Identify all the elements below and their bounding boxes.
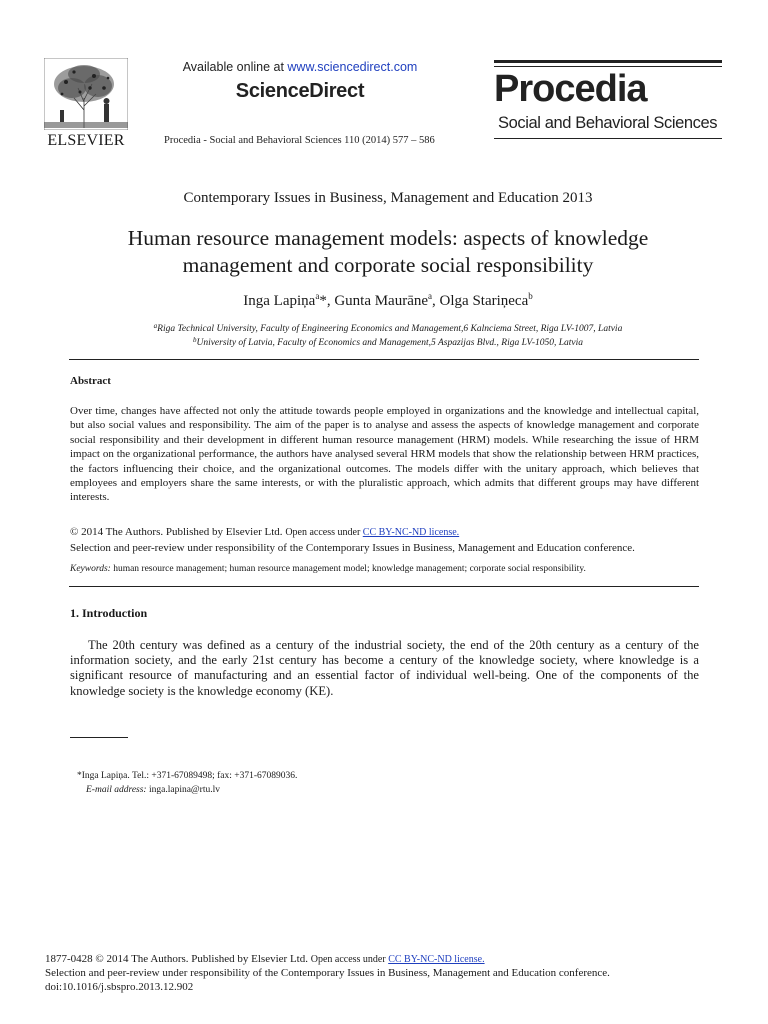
- elsevier-tree-icon: [44, 58, 128, 130]
- procedia-rule-thick: [494, 60, 722, 63]
- footer-copyright-line: [45, 953, 735, 965]
- footer-peer-review: Selection and peer-review under responsibility of the Contemporary Issues in Business, Management and Education conference.: [45, 967, 610, 979]
- author-name: Inga Lapiņa: [243, 293, 316, 309]
- author-affil-sup: a: [315, 291, 320, 301]
- publisher-name: ELSEVIER: [47, 132, 125, 149]
- affiliation-b: [0, 336, 768, 348]
- procedia-rule-bottom: [494, 138, 722, 139]
- author-name: Gunta Maurāne: [334, 293, 429, 309]
- abstract-heading: Abstract: [70, 375, 111, 387]
- journal-reference: Procedia - Social and Behavioral Sciences 110 (2014) 577 – 586: [164, 135, 435, 146]
- introduction-paragraph: The 20th century was defined as a century of the industrial society, the end of the 20th century as a century of the information society, and the early 21st century has become a century of the knowledge society, where knowledge is a significant resource of manufacturing and an essential factor of individual well-being. One of the components of the knowledge society is the knowledge economy (KE).: [70, 638, 699, 698]
- procedia-rule-thin: [494, 66, 722, 67]
- email-address: inga.lapina@rtu.lv: [148, 785, 220, 795]
- sciencedirect-url-link[interactable]: www.sciencedirect.com: [287, 60, 418, 74]
- affiliation-a: [0, 322, 768, 334]
- footer-issn-copyright: 1877-0428 © 2014 The Authors. Published by Elsevier Ltd.: [45, 953, 308, 965]
- copyright-block: [70, 525, 710, 555]
- author-name: Olga Stariņeca: [439, 293, 529, 309]
- footer-open-access-text: Open access under: [310, 954, 389, 965]
- article-title: [60, 225, 716, 279]
- procedia-title: Procedia: [494, 68, 647, 110]
- elsevier-logo: [44, 58, 128, 148]
- author-affil-sup: a: [428, 291, 433, 301]
- affiliation-sup: a: [153, 322, 158, 330]
- title-line-2: management and corporate social responsibility: [182, 253, 594, 277]
- keywords-text: human resource management; human resource management model; knowledge management; corporate social responsibility.: [113, 564, 586, 574]
- author-separator: ,: [432, 293, 440, 309]
- affiliation-text: Riga Technical University, Faculty of Engineering Economics and Management,6 Kalnciema Street, Riga LV-1007, Latvia: [157, 324, 623, 334]
- author-affil-sup: b: [528, 291, 533, 301]
- title-line-1: Human resource management models: aspects of knowledge: [127, 226, 649, 250]
- author-list: [0, 291, 768, 310]
- footnote-email-line: [86, 785, 220, 795]
- license-link[interactable]: CC BY-NC-ND license.: [362, 527, 460, 538]
- footnote-contact: *Inga Lapiņa. Tel.: +371-67089498; fax: +371-67089036.: [77, 771, 298, 781]
- availability-line: [150, 60, 450, 74]
- abstract-body: Over time, changes have affected not only the attitude towards people employed in organizations and the knowledge and intellectual capital, but also social values and responsibility. The aim of the paper is to analyse and assess the aspects of knowledge management and corporate social responsibility and their development in different human resource management (HRM) models. While researching the issue of HRM impact on the organizational performance, the authors have analysed several HRM models that show the relationship between HRM practices, the factors influencing their choice, and the organizational outcomes. The models differ with the unitary approach, which believes that employees and employers share the same interests, or with the pluralistic approach, which admits that different groups may have different interests.: [70, 405, 699, 504]
- footer-license-link[interactable]: CC BY-NC-ND license.: [388, 954, 485, 965]
- peer-review-line: Selection and peer-review under responsibility of the Contemporary Issues in Business, Management and Education conference.: [70, 541, 635, 554]
- copyright-text: © 2014 The Authors. Published by Elsevier Ltd.: [70, 526, 283, 538]
- footnote-rule: [70, 737, 128, 738]
- section-heading-introduction: 1. Introduction: [70, 606, 148, 620]
- email-label: E-mail address:: [86, 785, 147, 795]
- sciencedirect-brand: ScienceDirect: [235, 80, 365, 102]
- divider-middle: [69, 586, 699, 587]
- open-access-text: Open access under: [285, 527, 363, 538]
- keywords-line: [70, 564, 710, 574]
- affiliation-text: University of Latvia, Faculty of Economics and Management,5 Aspazijas Blvd., Riga LV-1050, Latvia: [196, 338, 584, 348]
- procedia-subtitle: Social and Behavioral Sciences: [498, 114, 718, 132]
- divider-top: [69, 359, 699, 360]
- copyright-line: [70, 525, 710, 541]
- author-separator: *,: [319, 293, 335, 309]
- affiliation-sup: b: [192, 336, 197, 344]
- keywords-label: Keywords:: [70, 564, 111, 574]
- conference-name: Contemporary Issues in Business, Management and Education 2013: [183, 190, 593, 206]
- footer-doi: doi:10.1016/j.sbspro.2013.12.902: [45, 981, 194, 993]
- available-prefix: Available online at: [182, 60, 288, 74]
